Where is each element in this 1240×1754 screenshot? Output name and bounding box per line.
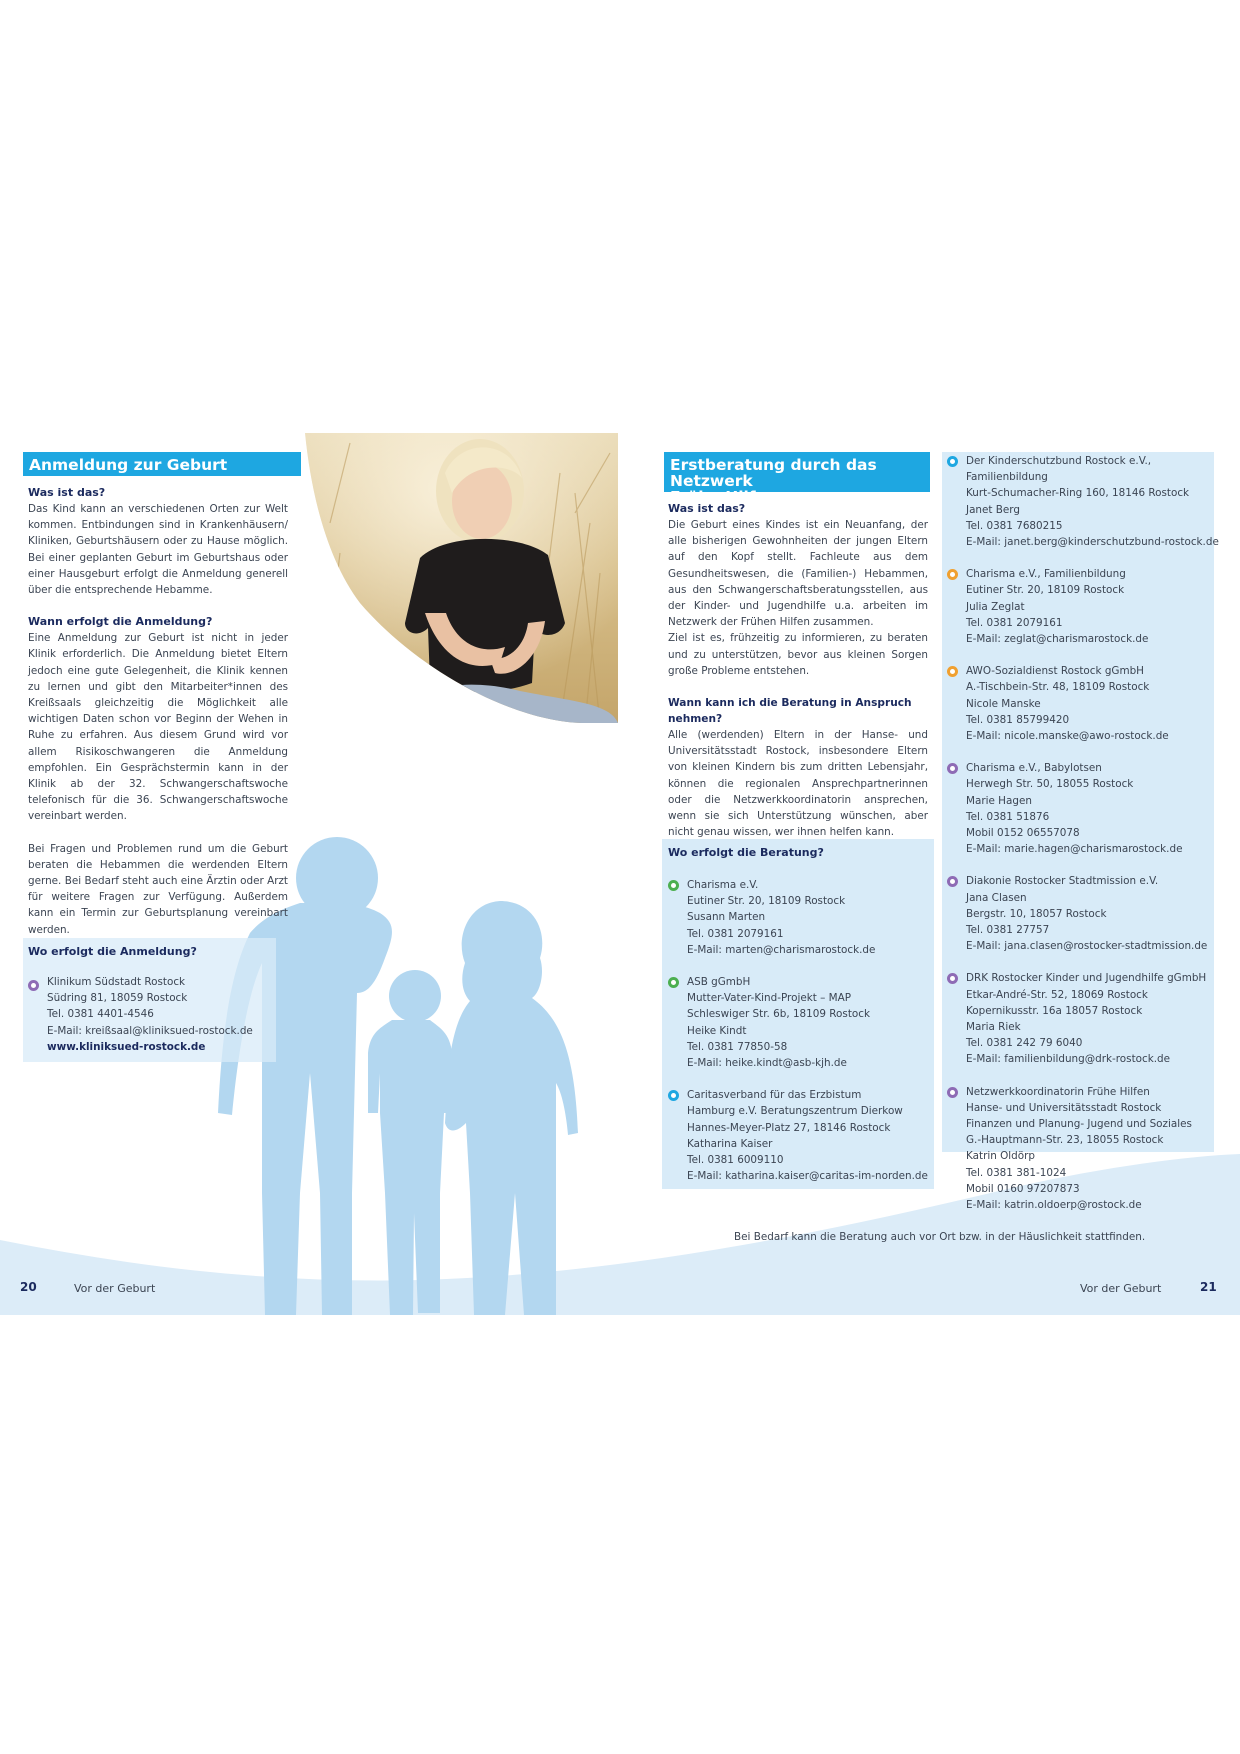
contact-email[interactable]: E-Mail: familienbildung@drk-rostock.de (966, 1053, 1171, 1066)
contact-line: Tel. 0381 2079161 (966, 616, 1063, 629)
contact-line: Katharina Kaiser (687, 1137, 773, 1150)
contact-email[interactable]: E-Mail: kreißsaal@kliniksued-rostock.de (47, 1024, 253, 1037)
contact-address: Südring 81, 18059 Rostock (47, 992, 188, 1005)
contact-line: Schleswiger Str. 6b, 18109 Rostock (687, 1008, 870, 1021)
contact-entry (966, 453, 1219, 550)
contact-line: Tel. 0381 77850-58 (687, 1040, 788, 1053)
left-column (28, 485, 288, 938)
bullet-icon (947, 456, 958, 467)
contact-line: ASB gGmbH (687, 976, 751, 988)
contact-email[interactable]: E-Mail: nicole.manske@awo-rostock.de (966, 730, 1169, 742)
contact-line: Der Kinderschutzbund Rostock e.V., (966, 455, 1152, 467)
right-column (668, 501, 928, 840)
contact-entry (687, 1087, 928, 1184)
contact-email[interactable]: E-Mail: zeglat@charismarostock.de (966, 633, 1149, 645)
left-q1: Was ist das? (28, 486, 106, 499)
right-note: Bei Bedarf kann die Beratung auch vor Ort bzw. in der Häuslichkeit stattfinden. (734, 1231, 1146, 1243)
contact-email[interactable]: E-Mail: jana.clasen@rostocker-stadtmission.de (966, 940, 1208, 953)
contact-line: Netzwerkkoordinatorin Frühe Hilfen (966, 1085, 1150, 1098)
contact-line: Tel. 0381 85799420 (966, 713, 1070, 726)
contact-entry (966, 873, 1207, 954)
contact-line: Caritasverband für das Erzbistum (687, 1089, 862, 1102)
contact-line: Tel. 0381 242 79 6040 (966, 1037, 1083, 1050)
left-p3: Bei Fragen und Problemen rund um die Geburt beraten die Hebammen die werdenden Eltern gerne. Bei Bedarf steht auch eine Ärztin oder Arzt für weitere Fragen zur Verfügung. Außerdem kann ein Termin zur Geburtsplanung vereinbart werden. (28, 842, 288, 936)
contact-entry (966, 970, 1206, 1067)
contact-line: Familienbildung (966, 471, 1048, 484)
bullet-icon (28, 980, 39, 991)
right-heading-line1: Erstberatung durch das Netzwerk (670, 456, 877, 490)
contact-line: DRK Rostocker Kinder und Jugendhilfe gGmbH (966, 972, 1207, 985)
contact-entry (966, 566, 1148, 647)
contact-entry (687, 974, 870, 1071)
contact-line: Hannes-Meyer-Platz 27, 18146 Rostock (687, 1121, 891, 1134)
contact-line: Charisma e.V. (687, 879, 759, 891)
contact-line: Charisma e.V., Babylotsen (966, 762, 1102, 775)
contact-line: Susann Marten (687, 911, 766, 924)
bullet-icon (668, 977, 679, 988)
brochure-spread (0, 433, 1240, 1315)
contact-line: Tel. 0381 7680215 (966, 519, 1063, 532)
footer-left: Vor der Geburt (74, 1282, 156, 1295)
contact-email[interactable]: E-Mail: marie.hagen@charismarostock.de (966, 843, 1183, 856)
left-heading: Anmeldung zur Geburt (29, 456, 228, 474)
contact-line: Bergstr. 10, 18057 Rostock (966, 907, 1107, 920)
contact-line: Mobil 0152 06557078 (966, 827, 1080, 839)
contact-line: Finanzen und Planung- Jugend und Soziales (966, 1118, 1192, 1130)
contact-email[interactable]: E-Mail: katrin.oldoerp@rostock.de (966, 1199, 1142, 1212)
contact-tel: Tel. 0381 4401-4546 (47, 1008, 154, 1021)
right-p3: Alle (werdenden) Eltern in der Hanse- und Universitätsstadt Rostock, insbesondere Eltern von kleinen Kindern bis zum dritten Lebensjahr, können die regionalen Ansprechpartnerinnen oder die Netzwerkkoordinatorin ansprechen, wenn sie sich Unterstützung wünschen, aber nicht genau wissen, wer ihnen helfen kann. (668, 729, 928, 839)
contact-line: Kurt-Schumacher-Ring 160, 18146 Rostock (966, 487, 1190, 500)
bullet-icon (947, 1087, 958, 1098)
contact-line: Katrin Oldörp (966, 1150, 1036, 1163)
left-heading-bar (23, 452, 301, 476)
contact-line: Tel. 0381 2079161 (687, 927, 784, 940)
footer-right: Vor der Geburt (1080, 1282, 1162, 1295)
contact-line: Hamburg e.V. Beratungszentrum Dierkow (687, 1105, 903, 1118)
right-q1: Was ist das? (668, 502, 746, 515)
contact-line: Tel. 0381 381-1024 (966, 1166, 1067, 1179)
contact-line: Janet Berg (966, 503, 1020, 516)
contact-line: Tel. 0381 51876 (966, 810, 1050, 823)
contact-line: Eutiner Str. 20, 18109 Rostock (687, 895, 846, 908)
contact-name: Klinikum Südstadt Rostock (47, 976, 186, 988)
contact-line: G.-Hauptmann-Str. 23, 18055 Rostock (966, 1134, 1164, 1147)
contact-line: Herwegh Str. 50, 18055 Rostock (966, 778, 1134, 791)
bullet-icon (668, 880, 679, 891)
contact-entry (687, 877, 875, 958)
contact-email[interactable]: E-Mail: janet.berg@kinderschutzbund-rostock.de (966, 536, 1219, 549)
contact-entry (966, 760, 1182, 857)
contact-line: Tel. 0381 6009110 (687, 1154, 784, 1166)
contact-entry (966, 1084, 1192, 1214)
right-heading-line2: Frühe Hilfen (670, 488, 778, 506)
contact-line: Heike Kindt (687, 1024, 747, 1037)
contact-email[interactable]: E-Mail: katharina.kaiser@caritas-im-norden.de (687, 1170, 928, 1183)
contact-line: Mobil 0160 97207873 (966, 1182, 1080, 1195)
right-p2: Ziel ist es, frühzeitig zu informieren, zu beraten und zu unterstützen, bevor aus kleinen Sorgen große Probleme entstehen. (668, 632, 928, 677)
right-p1: Die Geburt eines Kindes ist ein Neuanfang, der alle bisherigen Gewohnheiten der jungen Eltern auf den Kopf stellt. Fachleute aus dem Gesundheitswesen, die (Familien-) Hebammen, aus den Schwangerschaftsberatungsstellen, aus der Kinder- und Jugendhilfe u.a. arbeiten im Netzwerk der Frühen Hilfen zusammen. (668, 519, 928, 629)
contact-line: Kopernikusstr. 16a 18057 Rostock (966, 1004, 1143, 1017)
contact-line: A.-Tischbein-Str. 48, 18109 Rostock (966, 681, 1150, 694)
left-p1: Das Kind kann an verschiedenen Orten zur Welt kommen. Entbindungen sind in Krankenhäusern/ Kliniken, Geburtshäusern oder zu Hause möglich. Bei einer geplanten Geburt im Geburtshaus oder einer Hausgeburt erfolgt die Anmeldung generell über die entsprechende Hebamme. (28, 503, 288, 597)
contact-line: Tel. 0381 27757 (966, 924, 1050, 936)
left-contact (47, 974, 253, 1055)
pregnant-woman-photo (305, 433, 618, 723)
left-q3: Wo erfolgt die Anmeldung? (28, 945, 197, 958)
contact-line: Julia Zeglat (966, 600, 1025, 613)
contact-line: Jana Clasen (966, 891, 1027, 904)
contact-line: AWO-Sozialdienst Rostock gGmbH (966, 665, 1144, 678)
contact-entry (966, 663, 1169, 744)
contact-line: Etkar-André-Str. 52, 18069 Rostock (966, 988, 1148, 1001)
contact-web-link[interactable]: www.kliniksued-rostock.de (47, 1040, 206, 1053)
contact-line: Mutter-Vater-Kind-Projekt – MAP (687, 992, 851, 1005)
contact-email[interactable]: E-Mail: heike.kindt@asb-kjh.de (687, 1057, 847, 1070)
contact-line: Nicole Manske (966, 697, 1041, 710)
contact-line: Hanse- und Universitätsstadt Rostock (966, 1101, 1162, 1114)
contact-email[interactable]: E-Mail: marten@charismarostock.de (687, 943, 876, 956)
left-p2: Eine Anmeldung zur Geburt ist nicht in jeder Klinik erforderlich. Die Anmeldung bietet Eltern jedoch eine gute Gelegenheit, die Klinik kennen zu lernen und gibt den Mitarbeiter*innen des Kreißsaals gleichzeitig die Möglichkeit alle wichtigen Daten schon vor Beginn der Wehen in Ruhe zu erfahren. Aus diesem Grund wird vor allem Risikoschwangeren die Anmeldung empfohlen. Ein Gesprächstermin kann in der Klinik ab der 32. Schwangerschaftswoche telefonisch für die 36. Schwangerschaftswoche vereinbart werden. (28, 632, 288, 823)
contact-line: Marie Hagen (966, 794, 1032, 807)
page-number-right: 21 (1200, 1280, 1217, 1294)
contact-line: Eutiner Str. 20, 18109 Rostock (966, 584, 1125, 597)
contact-line: Diakonie Rostocker Stadtmission e.V. (966, 875, 1159, 888)
right-heading-bar (664, 452, 930, 506)
right-q3: Wo erfolgt die Beratung? (668, 846, 824, 859)
contact-line: Charisma e.V., Familienbildung (966, 568, 1126, 581)
contact-line: Maria Riek (966, 1021, 1021, 1033)
page-number-left: 20 (20, 1280, 37, 1294)
left-q2: Wann erfolgt die Anmeldung? (28, 615, 213, 629)
right-q2: Wann kann ich die Beratung in Anspruch nehmen? (668, 697, 912, 726)
